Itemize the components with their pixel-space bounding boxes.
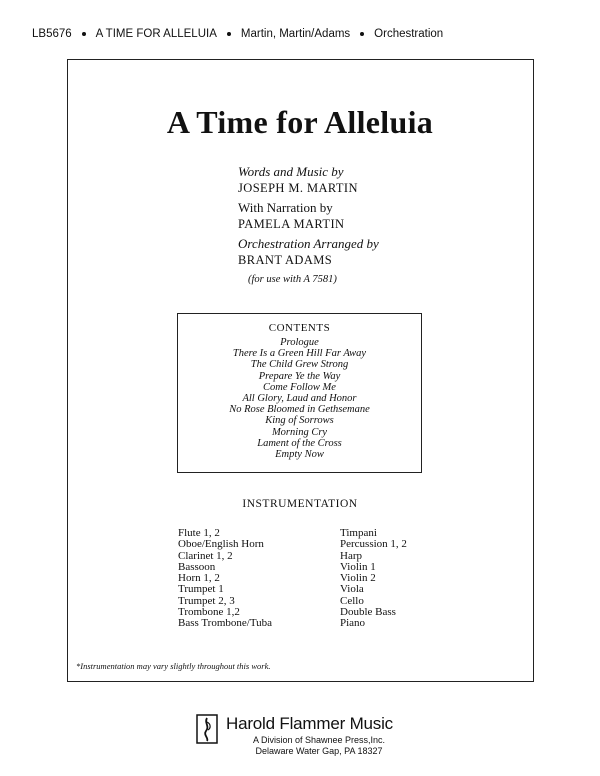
instrument-item: Oboe/English Horn bbox=[178, 538, 264, 551]
instrument-item: Violin 2 bbox=[340, 572, 376, 585]
orchestration-name: BRANT ADAMS bbox=[238, 253, 333, 267]
instrument-item: Trombone 1,2 bbox=[178, 606, 240, 619]
header-type: Orchestration bbox=[374, 28, 444, 40]
header-bar bbox=[32, 28, 572, 40]
instrumentation-left-column bbox=[178, 528, 272, 630]
instrument-item: Percussion 1, 2 bbox=[340, 538, 407, 551]
instrument-item: Trumpet 2, 3 bbox=[178, 594, 235, 607]
instrument-item: Cello bbox=[340, 594, 364, 607]
instrument-item: Bassoon bbox=[178, 560, 216, 573]
words-music-name: JOSEPH M. MARTIN bbox=[238, 181, 358, 195]
bullet-icon bbox=[360, 32, 364, 36]
bullet-icon bbox=[82, 32, 86, 36]
list-item: No Rose Bloomed in Gethsemane bbox=[229, 404, 370, 416]
instrument-item: Bass Trombone/Tuba bbox=[178, 617, 273, 630]
list-item: Empty Now bbox=[275, 449, 324, 461]
instrument-item: Viola bbox=[340, 583, 364, 596]
instrument-item: Double Bass bbox=[340, 606, 396, 619]
list-item: King of Sorrows bbox=[265, 415, 334, 427]
orchestration-label: Orchestration Arranged by bbox=[238, 236, 379, 251]
list-item: All Glory, Laud and Honor bbox=[242, 393, 357, 405]
instrument-item: Clarinet 1, 2 bbox=[178, 549, 233, 562]
catalog-number: LB5676 bbox=[32, 28, 72, 40]
contents-heading: CONTENTS bbox=[268, 322, 331, 334]
instrument-item: Horn 1, 2 bbox=[178, 572, 220, 585]
list-item: Lament of the Cross bbox=[257, 437, 342, 449]
instrument-item: Violin 1 bbox=[340, 560, 376, 573]
instrument-item: Harp bbox=[340, 549, 362, 562]
list-item: The Child Grew Strong bbox=[250, 359, 349, 371]
narration-name: PAMELA MARTIN bbox=[238, 217, 345, 231]
list-item: Come Follow Me bbox=[263, 381, 336, 393]
usage-note: (for use with A 7581) bbox=[248, 274, 337, 285]
instrument-item: Piano bbox=[340, 617, 366, 630]
list-item: Morning Cry bbox=[271, 426, 328, 438]
bullet-icon bbox=[227, 32, 231, 36]
list-item: There Is a Green Hill Far Away bbox=[232, 348, 367, 360]
instrumentation-footnote: *Instrumentation may vary slightly throughout this work. bbox=[76, 661, 271, 671]
instrument-item: Timpani bbox=[340, 527, 377, 539]
header-authors: Martin, Martin/Adams bbox=[240, 28, 351, 40]
credits bbox=[238, 164, 379, 285]
instrument-item: Trumpet 1 bbox=[178, 583, 224, 596]
list-item: Prepare Ye the Way bbox=[258, 370, 341, 382]
header-title: A TIME FOR ALLELUIA bbox=[95, 28, 217, 40]
instrumentation-heading: INSTRUMENTATION bbox=[242, 498, 358, 510]
publisher-logo-icon bbox=[196, 714, 218, 744]
contents-box bbox=[177, 313, 422, 473]
publisher-address: Delaware Water Gap, PA 18327 bbox=[255, 746, 383, 756]
publisher-name: Harold Flammer Music bbox=[226, 714, 393, 733]
narration-label: With Narration by bbox=[238, 200, 333, 215]
list-item: Prologue bbox=[280, 337, 319, 348]
words-music-label: Words and Music by bbox=[238, 164, 344, 179]
page-title: A Time for Alleluia bbox=[166, 104, 434, 140]
instrument-item: Flute 1, 2 bbox=[178, 527, 220, 539]
instrumentation-right-column bbox=[340, 528, 407, 630]
publisher-division: A Division of Shawnee Press,Inc. bbox=[252, 735, 386, 745]
